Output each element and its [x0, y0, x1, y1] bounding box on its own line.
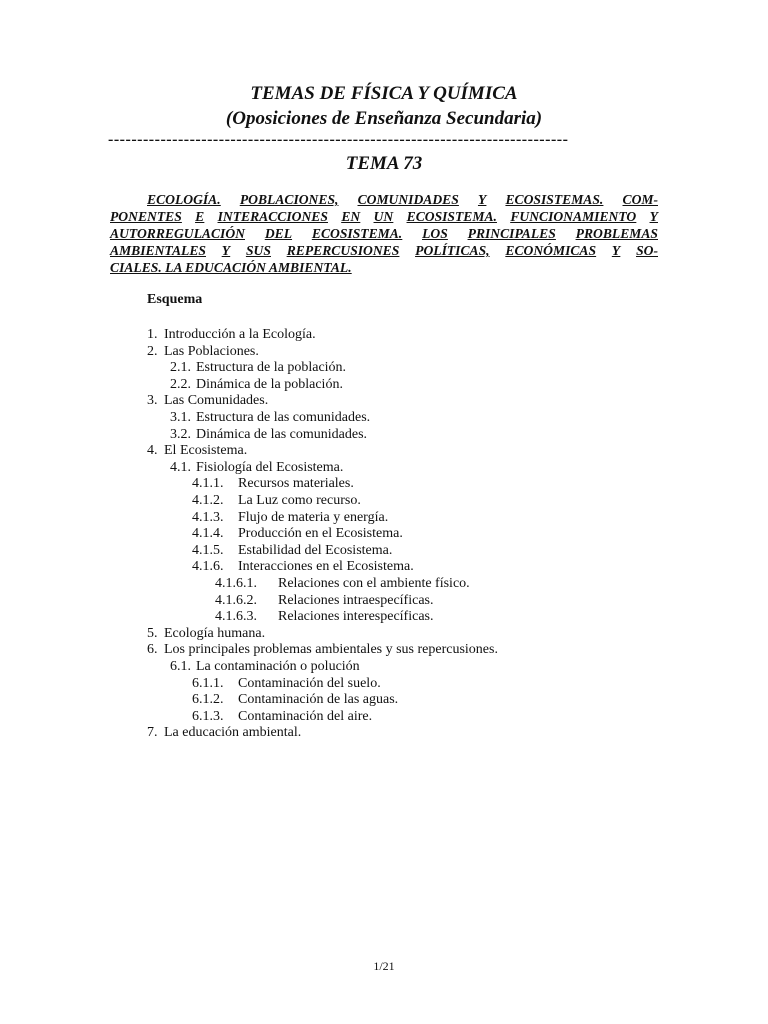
outline-item-text: Interacciones en el Ecosistema. [238, 559, 414, 575]
outline-item-number: 4.1.2. [192, 493, 224, 508]
abstract-word: SUS [245, 243, 271, 258]
outline-item-text: Flujo de materia y energía. [238, 509, 389, 525]
outline-item [170, 377, 343, 394]
outline-item-number: 3. [147, 393, 158, 409]
esquema-heading: Esquema [147, 292, 203, 307]
outline-item-number: 4.1.4. [192, 526, 224, 542]
outline-item-number: 6.1. [170, 659, 191, 674]
outline-item [215, 576, 470, 593]
abstract-line [110, 225, 658, 242]
abstract-word: ECOSISTEMA. [311, 226, 403, 241]
outline-item [215, 593, 433, 610]
outline-item-text: Recursos materiales. [238, 476, 354, 492]
outline-item-text: La educación ambiental. [164, 725, 302, 741]
outline-item [192, 692, 398, 709]
outline-item [192, 493, 361, 510]
outline-item-text: Producción en el Ecosistema. [238, 526, 403, 542]
outline-item-number: 6. [147, 642, 158, 658]
abstract-word: Y [477, 192, 487, 207]
abstract-word: ECOSISTEMA. [406, 209, 497, 224]
outline-item-number: 4.1.3. [192, 509, 224, 525]
outline-item-text: Dinámica de las comunidades. [196, 426, 368, 442]
outline-item-text: La Luz como recurso. [238, 493, 361, 508]
outline-item-text: Estructura de las comunidades. [196, 410, 371, 425]
outline-item [170, 410, 370, 427]
outline-item [170, 360, 346, 377]
abstract-word: REPERCUSIONES [286, 243, 400, 258]
outline-item [170, 460, 343, 477]
outline-item-text: El Ecosistema. [164, 443, 248, 459]
abstract-word: DEL [264, 226, 293, 241]
outline-item-number: 1. [147, 327, 158, 342]
outline-item-number: 4.1.6.2. [215, 592, 257, 608]
abstract-word: Y [649, 209, 658, 224]
abstract-word: INTERACCIONES [217, 209, 328, 224]
outline-item-text: Estabilidad del Ecosistema. [238, 542, 393, 558]
outline-item-text: Fisiología del Ecosistema. [196, 459, 344, 475]
outline-item-number: 2. [147, 343, 158, 359]
abstract-line [110, 208, 658, 225]
outline-item-text: Estructura de la población. [196, 360, 347, 376]
outline-item-text: Las Comunidades. [164, 393, 269, 409]
abstract-word: ECONÓMICAS [505, 243, 597, 258]
outline-item-number: 4. [147, 443, 158, 459]
abstract-line [110, 242, 658, 259]
outline-item-number: 3.2. [170, 426, 191, 442]
abstract-word: LOS [422, 226, 448, 241]
abstract-word: COM- [622, 192, 658, 207]
outline-item [192, 476, 354, 493]
outline-item-number: 5. [147, 625, 158, 641]
outline-item-text: Relaciones interespecíficas. [278, 609, 434, 625]
outline-item-number: 4.1.6.3. [215, 609, 257, 625]
outline-item-number: 2.2. [170, 376, 191, 392]
abstract-line [110, 191, 658, 208]
page-number: 1/21 [373, 959, 395, 973]
outline-item [192, 510, 388, 527]
outline-item-text: Ecología humana. [164, 625, 266, 641]
outline-item-number: 4.1. [170, 459, 191, 475]
outline-item-text: Contaminación del aire. [238, 708, 373, 724]
outline-item [192, 559, 414, 576]
abstract-word: PROBLEMAS [575, 226, 658, 241]
outline-item [147, 642, 498, 659]
outline-item-text: Relaciones con el ambiente físico. [278, 576, 470, 591]
abstract-word: CIALES. LA EDUCACIÓN AMBIENTAL. [110, 260, 352, 275]
abstract-word: UN [373, 209, 394, 224]
abstract-line [110, 259, 658, 276]
outline-item-text: Introducción a la Ecología. [164, 327, 316, 342]
outline-item-number: 6.1.2. [192, 692, 224, 708]
outline-item [147, 725, 301, 742]
abstract-word: ECOSISTEMAS. [505, 192, 604, 207]
outline-item [170, 427, 367, 444]
outline-item-number: 2.1. [170, 360, 191, 376]
outline-item-text: La contaminación o polución [196, 659, 360, 674]
outline-item [192, 676, 381, 693]
outline-item [147, 626, 265, 643]
outline-item [192, 709, 372, 726]
tema-abstract [110, 191, 658, 276]
document-title: TEMAS DE FÍSICA Y QUÍMICA [250, 83, 518, 104]
outline-item-text: Dinámica de la población. [196, 376, 343, 392]
outline-item-number: 4.1.1. [192, 476, 224, 492]
abstract-word: Y [221, 243, 231, 258]
outline-item [147, 443, 247, 460]
abstract-word: PRINCIPALES [467, 226, 556, 241]
outline-item-text: Contaminación del suelo. [238, 675, 381, 691]
outline-item-text: Contaminación de las aguas. [238, 692, 399, 708]
outline-item-text: Las Poblaciones. [164, 343, 259, 359]
outline-item-number: 4.1.6. [192, 559, 224, 575]
outline-item [192, 526, 403, 543]
outline-item [170, 659, 360, 676]
abstract-word: PONENTES [110, 209, 182, 224]
abstract-word: Y [611, 243, 621, 258]
abstract-word: COMUNIDADES [357, 192, 459, 207]
tema-heading: TEMA 73 [345, 153, 423, 174]
abstract-word: SO- [636, 243, 658, 258]
abstract-word: FUNCIONAMIENTO [510, 209, 637, 224]
abstract-word: E [195, 209, 205, 224]
document-subtitle: (Oposiciones de Enseñanza Secundaria) [225, 108, 543, 129]
outline-item-number: 7. [147, 725, 158, 741]
outline-item-number: 3.1. [170, 410, 191, 425]
outline-item [192, 543, 392, 560]
abstract-word: AUTORREGULACIÓN [110, 226, 245, 241]
outline-item [147, 393, 268, 410]
dashed-separator: ------------------------------------------------------------------------------- [108, 131, 569, 148]
outline-item-number: 4.1.6.1. [215, 576, 257, 591]
outline-item-number: 6.1.3. [192, 708, 224, 724]
outline-item [147, 344, 259, 361]
abstract-word: ECOLOGÍA. [147, 192, 221, 207]
outline-item-number: 6.1.1. [192, 675, 224, 691]
outline-item-text: Los principales problemas ambientales y sus repercusiones. [164, 642, 498, 658]
outline-item [147, 327, 316, 344]
outline-item-text: Relaciones intraespecíficas. [278, 592, 434, 608]
outline-item [215, 609, 433, 626]
abstract-word: EN [341, 209, 361, 224]
outline-item-number: 4.1.5. [192, 542, 224, 558]
abstract-word: POBLACIONES, [239, 192, 339, 207]
abstract-word: POLÍTICAS, [415, 243, 490, 258]
abstract-word: AMBIENTALES [110, 243, 206, 258]
